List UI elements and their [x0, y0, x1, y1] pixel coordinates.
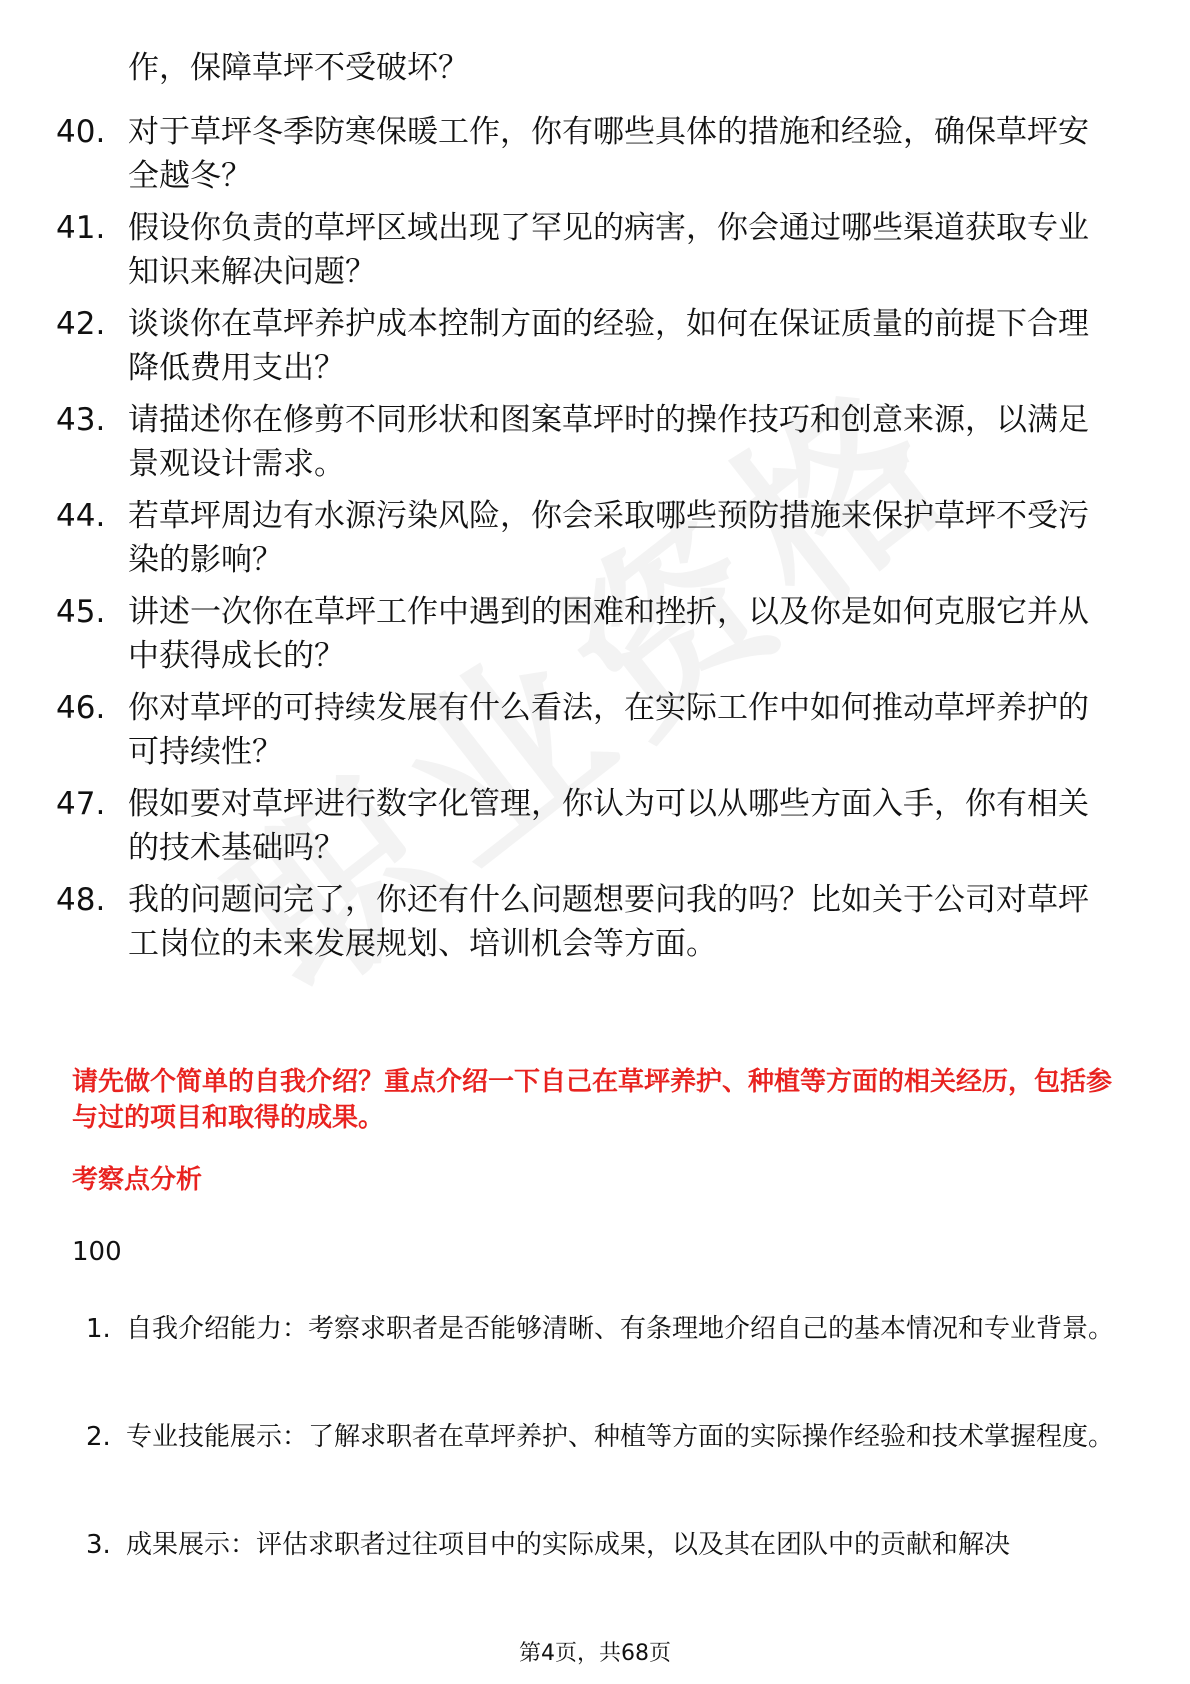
analysis-number: 2.: [86, 1422, 111, 1452]
continuation-text: 作，保障草坪不受破坏？: [128, 50, 469, 86]
question-number: 42.: [56, 306, 106, 342]
analysis-item: [86, 1516, 1126, 1574]
question-number: 46.: [56, 690, 106, 726]
analysis-number: 3.: [86, 1530, 111, 1560]
question-number: 41.: [56, 210, 106, 246]
question-text: 请描述你在修剪不同形状和图案草坪时的操作技巧和创意来源，以满足景观设计需求。: [128, 402, 1089, 482]
highlight-question: 请先做个简单的自我介绍？重点介绍一下自己在草坪养护、种植等方面的相关经历，包括参与过的项目和取得的成果。: [72, 1067, 1113, 1133]
question-item: [56, 110, 1116, 198]
question-number: 45.: [56, 594, 106, 630]
analysis-text: 成果展示：评估求职者过往项目中的实际成果，以及其在团队中的贡献和解决: [126, 1530, 1011, 1560]
question-item: [56, 686, 1116, 774]
question-text: 若草坪周边有水源污染风险，你会采取哪些预防措施来保护草坪不受污染的影响？: [128, 498, 1089, 578]
analysis-item: [86, 1300, 1126, 1358]
question-item: [56, 782, 1116, 870]
section-title: 考察点分析: [72, 1165, 203, 1195]
question-item: [56, 398, 1116, 486]
question-item: [56, 206, 1116, 294]
analysis-text: 自我介绍能力：考察求职者是否能够清晰、有条理地介绍自己的基本情况和专业背景。: [126, 1314, 1115, 1344]
question-item: [56, 590, 1116, 678]
question-text: 假如要对草坪进行数字化管理，你认为可以从哪些方面入手，你有相关的技术基础吗？: [128, 786, 1089, 866]
page-footer: 第4页，共68页: [519, 1641, 671, 1666]
question-text: 假设你负责的草坪区域出现了罕见的病害，你会通过哪些渠道获取专业知识来解决问题？: [128, 210, 1089, 290]
question-text: 讲述一次你在草坪工作中遇到的困难和挫折，以及你是如何克服它并从中获得成长的？: [128, 594, 1089, 674]
question-number: 43.: [56, 402, 106, 438]
analysis-number: 1.: [86, 1314, 111, 1344]
question-number: 40.: [56, 114, 106, 150]
question-text: 谈谈你在草坪养护成本控制方面的经验，如何在保证质量的前提下合理降低费用支出？: [128, 306, 1089, 386]
question-number: 44.: [56, 498, 106, 534]
question-item: [56, 302, 1116, 390]
score-value: 100: [72, 1237, 122, 1267]
question-number: 48.: [56, 882, 106, 918]
question-item: [56, 494, 1116, 582]
analysis-item: [86, 1408, 1126, 1466]
question-text: 对于草坪冬季防寒保暖工作，你有哪些具体的措施和经验，确保草坪安全越冬？: [128, 114, 1089, 194]
analysis-text: 专业技能展示：了解求职者在草坪养护、种植等方面的实际操作经验和技术掌握程度。: [126, 1422, 1115, 1452]
question-number: 47.: [56, 786, 106, 822]
question-text: 你对草坪的可持续发展有什么看法，在实际工作中如何推动草坪养护的可持续性？: [128, 690, 1089, 770]
question-item: [56, 878, 1116, 966]
question-text: 我的问题问完了，你还有什么问题想要问我的吗？比如关于公司对草坪工岗位的未来发展规划、培训机会等方面。: [128, 882, 1089, 962]
